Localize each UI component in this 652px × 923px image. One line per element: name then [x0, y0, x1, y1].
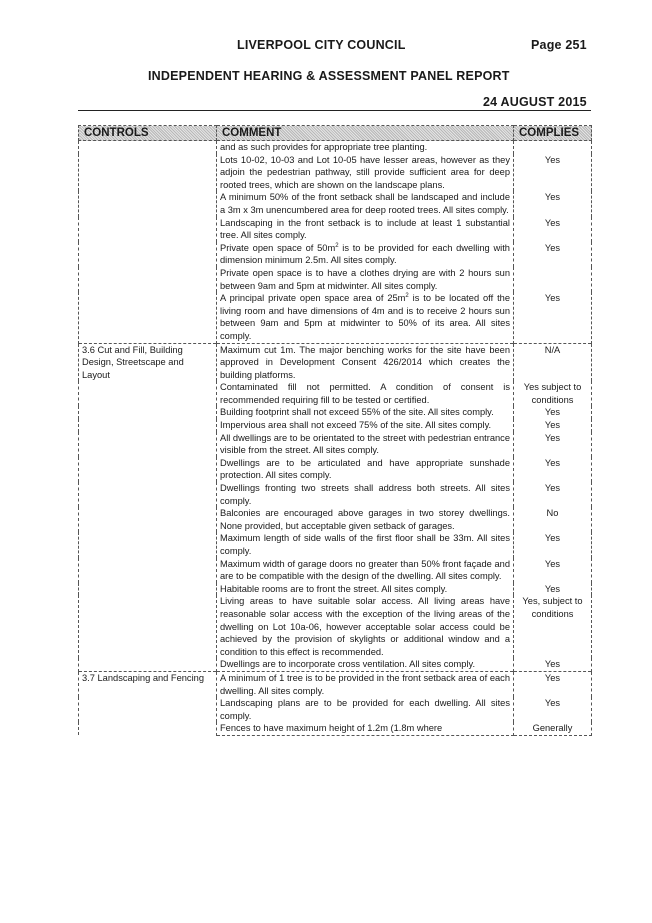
- column-header-complies: COMPLIES: [514, 126, 592, 141]
- comment-cell: Maximum cut 1m. The major benching works for the site have been approved in Development Consent 426/2014 which creates the building platforms.: [217, 343, 514, 381]
- complies-cell: Yes: [514, 292, 592, 343]
- complies-cell: Yes: [514, 432, 592, 457]
- comment-cell: Habitable rooms are to front the street. All sites comply.: [217, 583, 514, 596]
- comment-cell: Private open space is to have a clothes drying are with 2 hours sun between 9am and 5pm at midwinter. All sites comply.: [217, 267, 514, 292]
- comment-cell: All dwellings are to be orientated to the street with pedestrian entrance visible from the street. All sites comply.: [217, 432, 514, 457]
- page-number: Page 251: [531, 38, 587, 52]
- column-header-controls: CONTROLS: [79, 126, 217, 141]
- comment-text: A principal private open space area of 25m: [220, 293, 406, 304]
- comment-cell: [217, 292, 514, 343]
- controls-table: [78, 125, 592, 736]
- report-date: 24 AUGUST 2015: [483, 95, 587, 109]
- complies-cell: Yes: [514, 242, 592, 267]
- comment-cell: Fences to have maximum height of 1.2m (1.8m where: [217, 722, 514, 735]
- control-cell: [79, 141, 217, 344]
- table-row: [79, 671, 592, 697]
- comment-text: Private open space of 50m: [220, 242, 336, 253]
- complies-cell: Yes: [514, 671, 592, 697]
- comment-cell: Maximum length of side walls of the first floor shall be 33m. All sites comply.: [217, 532, 514, 557]
- complies-cell: Yes subject to conditions: [514, 381, 592, 406]
- comment-cell: [217, 242, 514, 267]
- complies-cell: Yes: [514, 532, 592, 557]
- comment-cell: Lots 10-02, 10-03 and Lot 10-05 have lesser areas, however as they adjoin the pedestrian pathway, still provide sufficient area for deep rooted trees, which are shown on the landscape plans.: [217, 154, 514, 192]
- superscript: 2: [405, 293, 409, 300]
- comment-cell: Landscaping in the front setback is to include at least 1 substantial tree. All sites comply.: [217, 217, 514, 242]
- complies-cell: Yes: [514, 419, 592, 432]
- column-header-comment: COMMENT: [217, 126, 514, 141]
- complies-cell: Yes: [514, 658, 592, 671]
- complies-cell: Yes: [514, 457, 592, 482]
- comment-cell: Dwellings fronting two streets shall address both streets. All sites comply.: [217, 482, 514, 507]
- complies-cell: Yes: [514, 406, 592, 419]
- table-header-row: [79, 126, 592, 141]
- complies-cell: Yes: [514, 217, 592, 242]
- complies-cell: Yes: [514, 191, 592, 216]
- complies-cell: N/A: [514, 343, 592, 381]
- control-cell: 3.6 Cut and Fill, Building Design, Streetscape and Layout: [79, 343, 217, 671]
- report-title: INDEPENDENT HEARING & ASSESSMENT PANEL REPORT: [148, 69, 510, 83]
- complies-cell: Yes, subject to conditions: [514, 595, 592, 658]
- complies-cell: Yes: [514, 482, 592, 507]
- comment-cell: A minimum 50% of the front setback shall be landscaped and include a 3m x 3m unencumbered area for deep rooted trees. All sites comply.: [217, 191, 514, 216]
- comment-cell: Impervious area shall not exceed 75% of the site. All sites comply.: [217, 419, 514, 432]
- complies-cell: Yes: [514, 558, 592, 583]
- complies-cell: [514, 141, 592, 154]
- table-row: [79, 141, 592, 154]
- comment-text: is to be provided for each dwelling with dimension minimum 2.5m. All sites comply.: [220, 242, 510, 266]
- comment-cell: Dwellings are to be articulated and have appropriate sunshade protection. All sites comply.: [217, 457, 514, 482]
- comment-cell: A minimum of 1 tree is to be provided in the front setback area of each dwelling. All sites comply.: [217, 671, 514, 697]
- comment-cell: Building footprint shall not exceed 55% of the site. All sites comply.: [217, 406, 514, 419]
- control-cell: 3.7 Landscaping and Fencing: [79, 671, 217, 735]
- complies-cell: No: [514, 507, 592, 532]
- comment-text: is to be located off the living room and have dimensions of 4m and is to receive 2 hours sun between 9am and 5pm at midwinter to 50% of its area. All sites comply.: [220, 293, 510, 341]
- complies-cell: [514, 267, 592, 292]
- comment-cell: Dwellings are to incorporate cross ventilation. All sites comply.: [217, 658, 514, 671]
- comment-cell: Maximum width of garage doors no greater than 50% front façade and are to be compatible with the design of the dwelling. All sites comply.: [217, 558, 514, 583]
- comment-cell: Balconies are encouraged above garages in two storey dwellings. None provided, but acceptable given setback of garages.: [217, 507, 514, 532]
- complies-cell: Yes: [514, 697, 592, 722]
- council-name: LIVERPOOL CITY COUNCIL: [237, 38, 406, 52]
- complies-cell: Yes: [514, 583, 592, 596]
- comment-cell: Living areas to have suitable solar access. All living areas have reasonable solar access with the exception of the living areas of the dwelling on Lot 10a-06, however acceptable solar access could be achieved by the provision of skylights or additional window and a condition to this effect is recommended.: [217, 595, 514, 658]
- comment-cell: Landscaping plans are to be provided for each dwelling. All sites comply.: [217, 697, 514, 722]
- comment-cell: and as such provides for appropriate tree planting.: [217, 141, 514, 154]
- complies-cell: Generally: [514, 722, 592, 735]
- comment-cell: Contaminated fill not permitted. A condition of consent is recommended requiring fill to be tested or certified.: [217, 381, 514, 406]
- table-row: [79, 343, 592, 381]
- header-rule: [78, 110, 591, 111]
- superscript: 2: [335, 242, 339, 249]
- complies-cell: Yes: [514, 154, 592, 192]
